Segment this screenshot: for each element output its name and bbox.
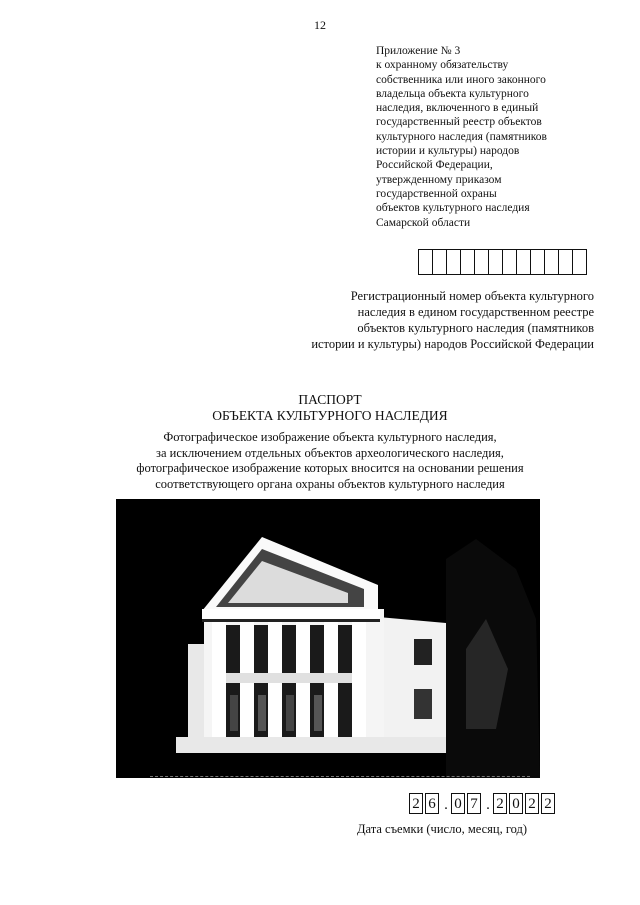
appendix-line: Приложение № 3 <box>376 45 461 57</box>
date-separator: . <box>444 797 448 813</box>
document-title: ПАСПОРТ <box>298 392 362 407</box>
title-block <box>0 392 640 424</box>
date-caption: Дата съемки (число, месяц, год) <box>357 822 528 836</box>
document-subtitle: ОБЪЕКТА КУЛЬТУРНОГО НАСЛЕДИЯ <box>212 408 448 423</box>
reg-digit-box[interactable] <box>573 250 587 274</box>
registration-number-boxes[interactable] <box>418 249 587 275</box>
reg-caption-line: наследия в едином государственном реестре <box>357 305 594 319</box>
building-photo <box>116 499 540 778</box>
page-number: 12 <box>314 18 326 32</box>
reg-digit-box[interactable] <box>559 250 573 274</box>
reg-digit-box[interactable] <box>447 250 461 274</box>
appendix-block <box>376 44 616 230</box>
appendix-line: утвержденному приказом <box>376 173 502 186</box>
appendix-line: наследия, включенного в единый <box>376 102 539 115</box>
date-digit: 2 <box>409 793 423 814</box>
description-line: Фотографическое изображение объекта культурного наследия, <box>163 430 497 444</box>
date-separator: . <box>486 797 490 813</box>
reg-caption-line: объектов культурного наследия (памятников <box>357 321 594 335</box>
date-digit: 0 <box>451 793 465 814</box>
reg-digit-box[interactable] <box>461 250 475 274</box>
description-line: за исключением отдельных объектов археологического наследия, <box>156 445 504 460</box>
date-digit: 2 <box>525 793 539 814</box>
appendix-line: культурного наследия (памятников <box>376 130 547 143</box>
appendix-line: к охранному обязательству <box>376 59 509 72</box>
reg-digit-box[interactable] <box>419 250 433 274</box>
appendix-line: государственный реестр объектов <box>376 116 542 129</box>
date-digit: 2 <box>541 793 555 814</box>
reg-digit-box[interactable] <box>545 250 559 274</box>
reg-digit-box[interactable] <box>531 250 545 274</box>
photo-description <box>0 430 640 492</box>
appendix-line: Самарской области <box>376 216 471 229</box>
appendix-line: истории и культуры) народов <box>376 145 520 158</box>
description-line: фотографическое изображение которых вносится на основании решения <box>136 461 524 475</box>
appendix-line: собственника или иного законного <box>376 73 546 86</box>
reg-digit-box[interactable] <box>517 250 531 274</box>
reg-caption-line: истории и культуры) народов Российской Федерации <box>311 337 594 351</box>
appendix-line: государственной охраны <box>376 187 497 200</box>
appendix-line: Российской Федерации, <box>376 159 493 172</box>
divider-line <box>150 776 530 777</box>
description-line: соответствующего органа охраны объектов культурного наследия <box>155 476 505 491</box>
reg-digit-box[interactable] <box>503 250 517 274</box>
appendix-line: объектов культурного наследия <box>376 202 530 215</box>
shooting-date-boxes <box>409 793 557 814</box>
date-digit: 2 <box>493 793 507 814</box>
reg-digit-box[interactable] <box>433 250 447 274</box>
reg-caption-line: Регистрационный номер объекта культурного <box>350 289 594 303</box>
date-digit: 7 <box>467 793 481 814</box>
date-digit: 6 <box>425 793 439 814</box>
date-digit: 0 <box>509 793 523 814</box>
appendix-line: владельца объекта культурного <box>376 87 529 100</box>
reg-digit-box[interactable] <box>489 250 503 274</box>
registration-caption <box>174 288 594 352</box>
reg-digit-box[interactable] <box>475 250 489 274</box>
